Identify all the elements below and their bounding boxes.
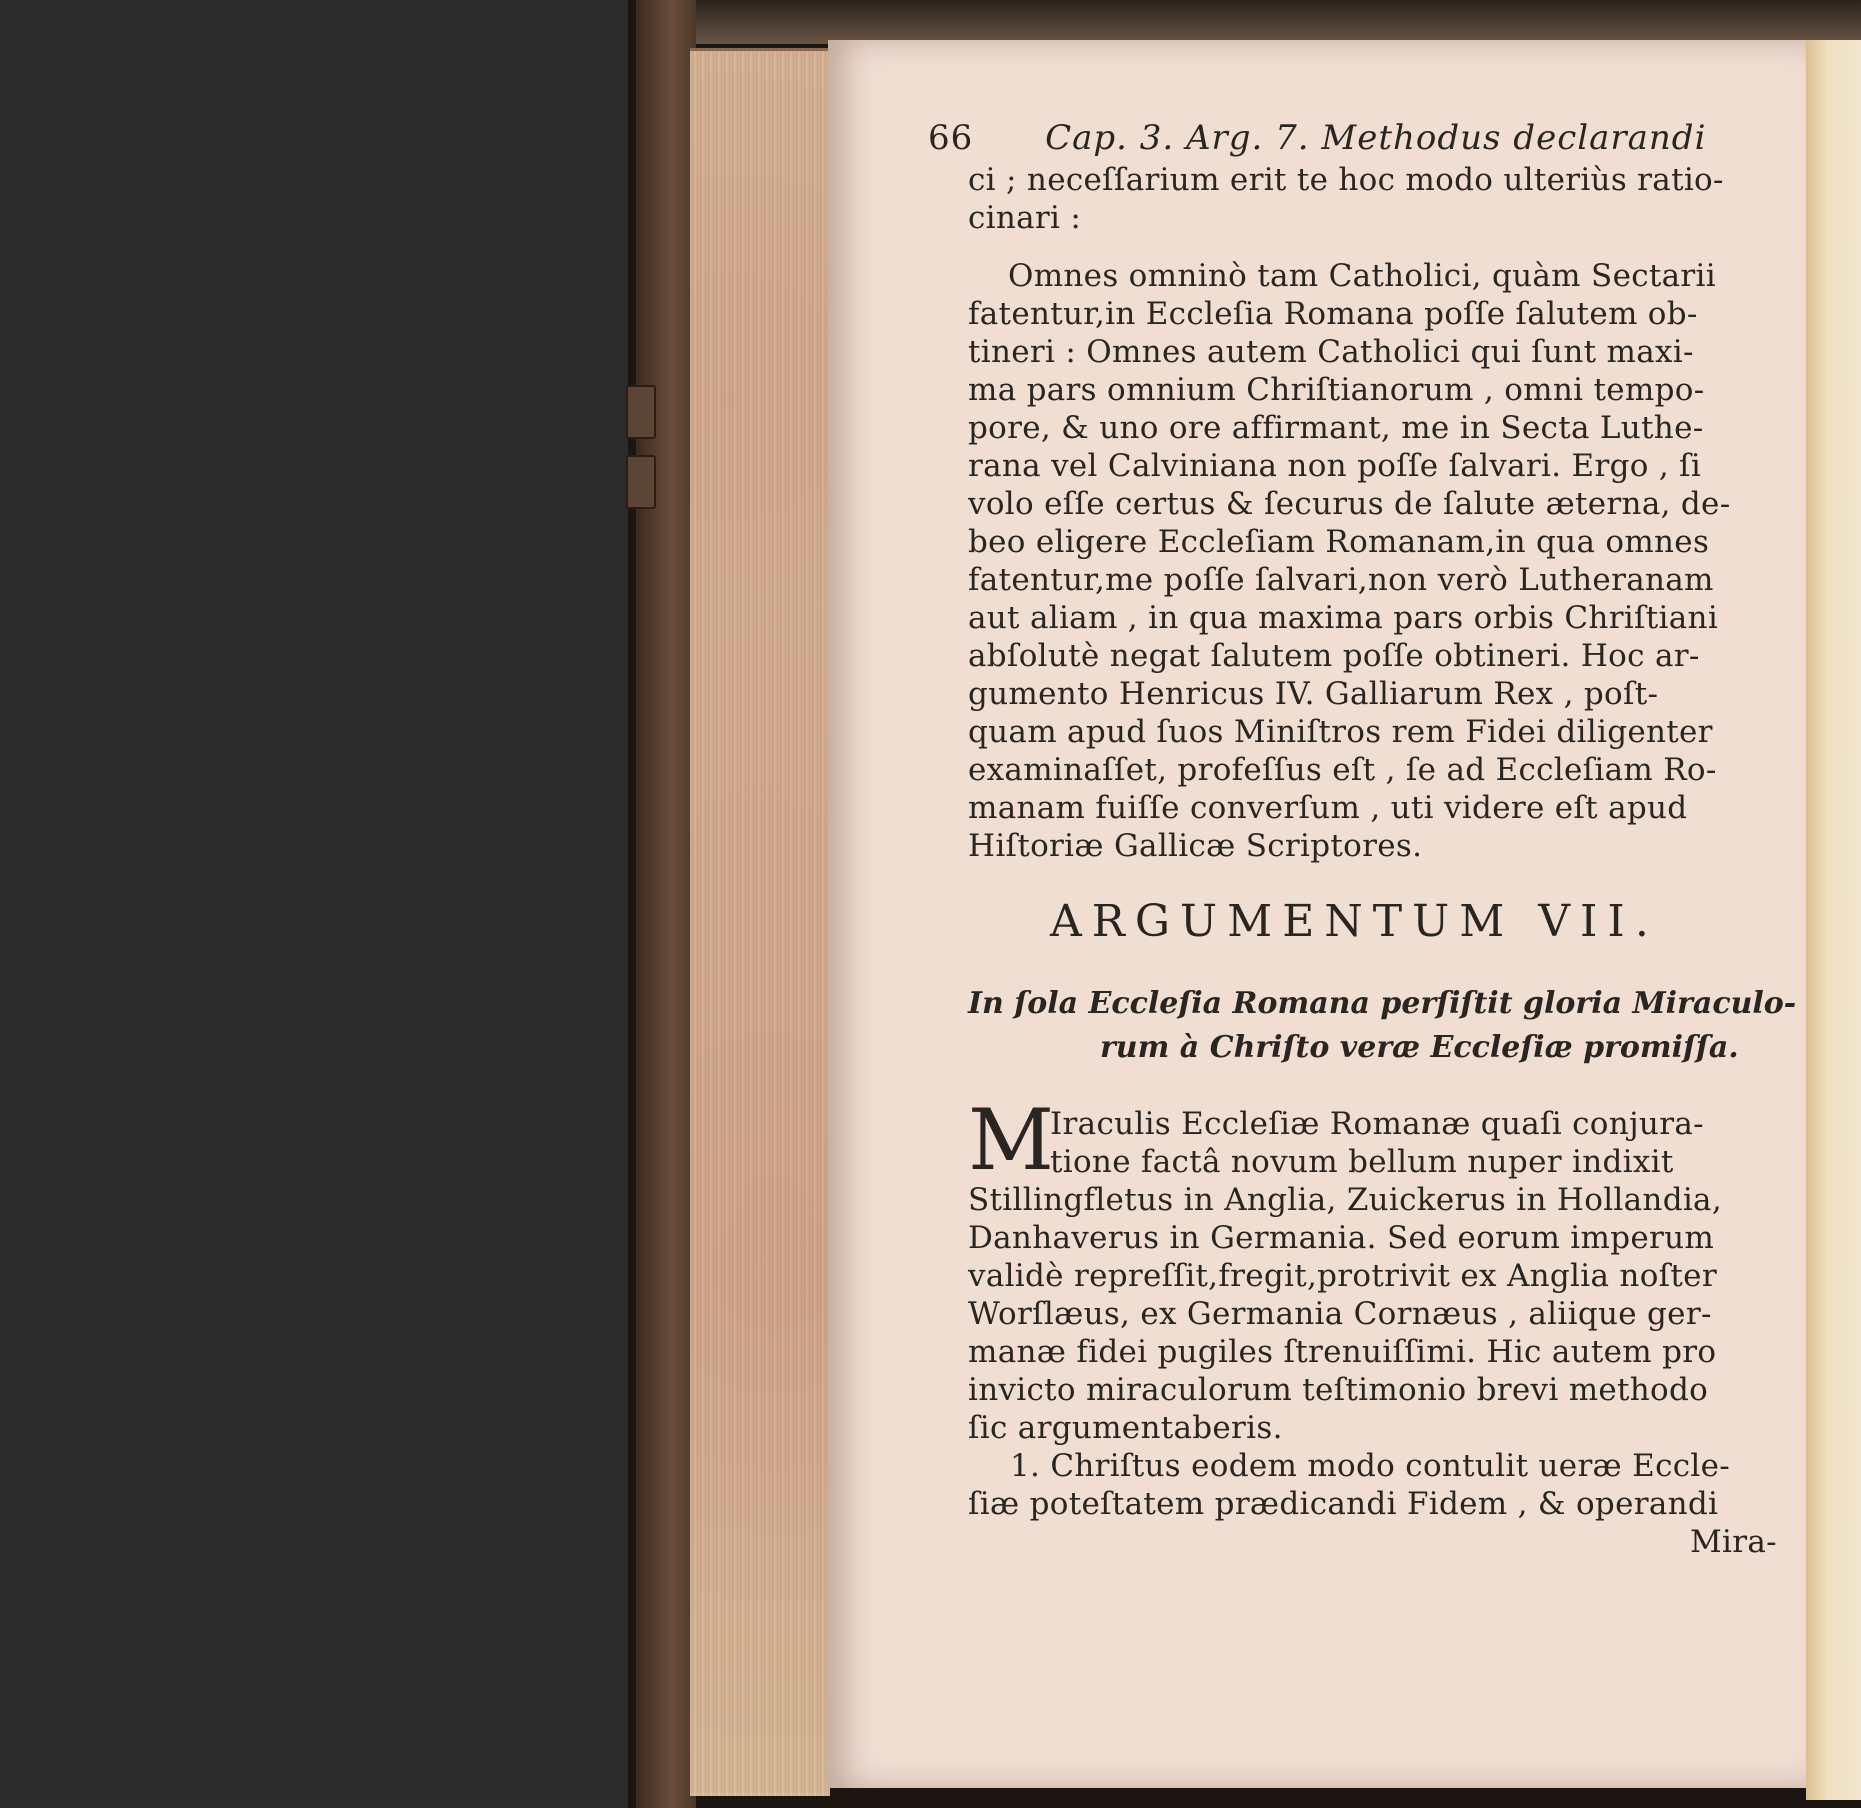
text-line: ma pars omnium Chriſtianorum , omni tempo- xyxy=(968,372,1705,408)
text-line: fatentur,in Eccleſia Romana poſſe ſalutem ob- xyxy=(968,296,1698,332)
text-line: rana vel Calviniana non poſſe ſalvari. Ergo , ſi xyxy=(968,448,1702,484)
text-line: quam apud ſuos Miniſtros rem Fidei diligenter xyxy=(968,714,1713,750)
text-line: Iraculis Eccleſiæ Romanæ quaſi conjura- xyxy=(1050,1106,1704,1142)
text-line: tineri : Omnes autem Catholici qui ſunt maxi- xyxy=(968,334,1694,370)
drop-cap: M xyxy=(968,1091,1055,1189)
text-line: ci ; neceſſarium erit te hoc modo ulteriùs ratio- xyxy=(968,162,1724,198)
running-head-title: Cap. 3. Arg. 7. Methodus declarandi xyxy=(1045,118,1707,158)
text-line: gumento Henricus IV. Galliarum Rex , poſt- xyxy=(968,676,1659,712)
text-line: Hiſtoriæ Gallicæ Scriptores. xyxy=(968,828,1423,864)
text-line: invicto miraculorum teſtimonio brevi methodo xyxy=(968,1372,1709,1408)
page-edges-red-tint xyxy=(690,48,830,1793)
text-line: fatentur,me poſſe ſalvari,non verò Lutheranam xyxy=(968,562,1714,598)
catchword: Mira- xyxy=(1690,1524,1777,1560)
text-line: volo eſſe certus & ſecurus de ſalute æterna, de- xyxy=(968,486,1731,522)
running-head xyxy=(928,118,1706,158)
text-line: manæ fidei pugiles ſtrenuiſſimi. Hic autem pro xyxy=(968,1334,1717,1370)
text-line: manam fuiſſe converſum , uti videre eſt apud xyxy=(968,790,1688,826)
text-line: cinari : xyxy=(968,200,1082,236)
book-top-edge xyxy=(680,0,1861,44)
facing-page-edge xyxy=(1806,40,1861,1800)
text-line: Worſlæus, ex Germania Cornæus , aliique ger- xyxy=(968,1296,1712,1332)
text-line: validè repreſſit,fregit,protrivit ex Anglia noſter xyxy=(968,1258,1717,1294)
text-line: 1. Chriſtus eodem modo contulit ueræ Eccle- xyxy=(1010,1448,1731,1484)
text-line: ſiæ poteſtatem prædicandi Fidem , & operandi xyxy=(968,1486,1719,1522)
text-line: tione factâ novum bellum nuper indixit xyxy=(1050,1144,1674,1180)
book-cover-edge xyxy=(636,0,696,1808)
clasp-lower xyxy=(626,455,656,509)
section-heading: ARGUMENTUM VII. xyxy=(1050,896,1659,947)
text-line: ſic argumentaberis. xyxy=(968,1410,1283,1446)
subheading-line: rum à Chriſto veræ Eccleſiæ promiſſa. xyxy=(1100,1030,1739,1065)
text-line: abſolutè negat ſalutem poſſe obtineri. Hoc ar- xyxy=(968,638,1700,674)
clasp-upper xyxy=(626,385,656,439)
text-line: examinaſſet, profeſſus eſt , ſe ad Eccleſiam Ro- xyxy=(968,752,1717,788)
text-line: aut aliam , in qua maxima pars orbis Chriſtiani xyxy=(968,600,1719,636)
subheading-line: In ſola Eccleſia Romana perſiſtit gloria Miraculo- xyxy=(968,986,1797,1021)
text-line: pore, & uno ore affirmant, me in Secta Luthe- xyxy=(968,410,1704,446)
folio: 66 xyxy=(928,118,974,158)
text-line: Danhaverus in Germania. Sed eorum imperum xyxy=(968,1220,1715,1256)
text-line: Stillingfletus in Anglia, Zuickerus in Hollandia, xyxy=(968,1182,1722,1218)
text-line: beo eligere Eccleſiam Romanam,in qua omnes xyxy=(968,524,1710,560)
text-line: Omnes omninò tam Catholici, quàm Sectarii xyxy=(1008,258,1716,294)
